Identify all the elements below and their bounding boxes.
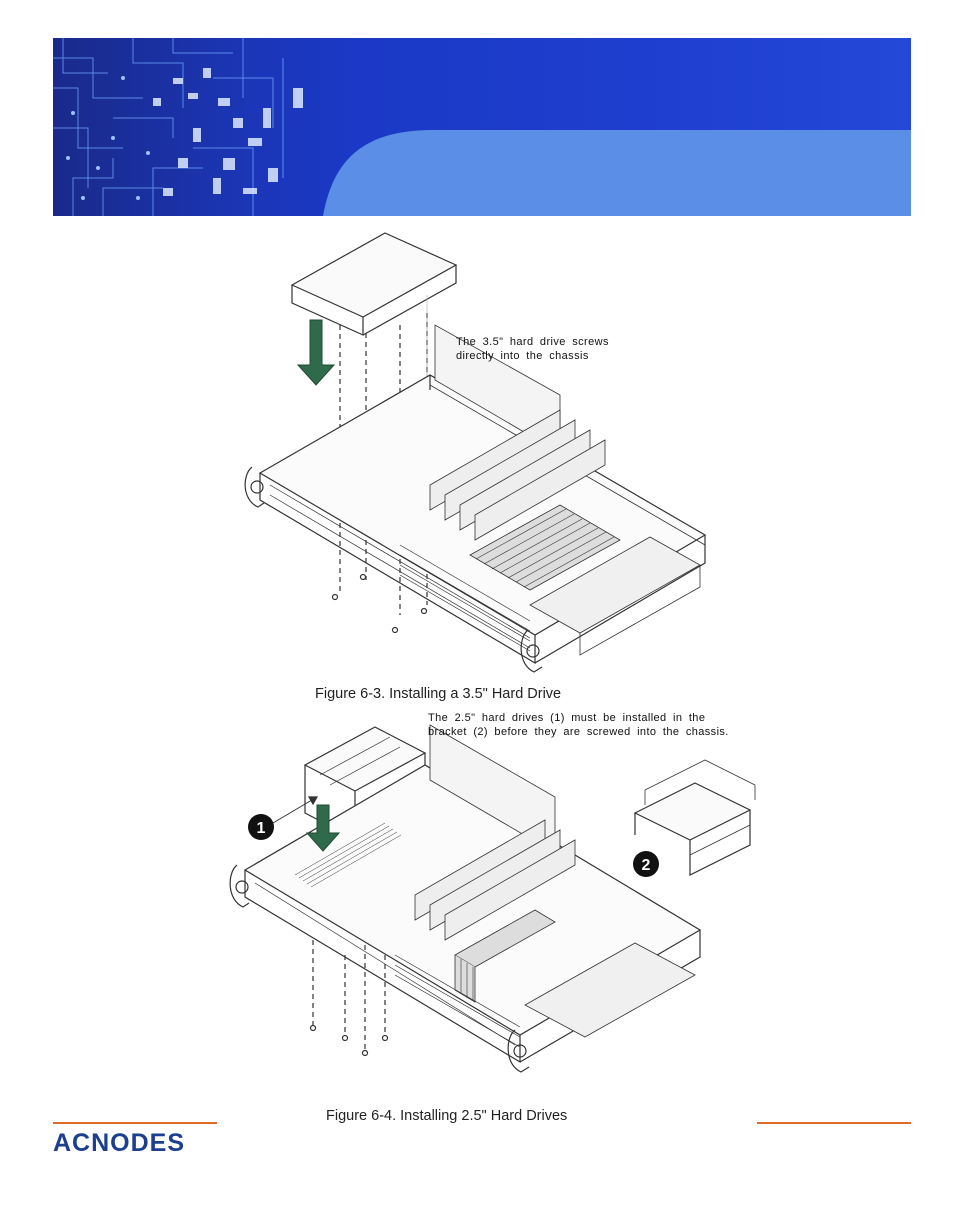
footer-rule-left [53, 1122, 217, 1124]
callout-2-label: 2 [641, 857, 651, 874]
callout-2-badge [633, 851, 659, 877]
logo-wordmark: ACNODES [53, 1129, 186, 1157]
figure-6-4-note: The 2.5" hard drives (1) must be installed in the bracket (2) before they are screwed into the chassis. [428, 712, 729, 738]
figure-6-4-caption: Figure 6-4. Installing 2.5" Hard Drives [326, 1108, 568, 1124]
banner-light-curve [323, 130, 911, 216]
figure-6-3-note: The 3.5" hard drive screws directly into the chassis [456, 336, 609, 362]
down-arrow-icon [298, 320, 334, 385]
callout-1-badge [248, 814, 274, 840]
figure-6-4 [225, 705, 765, 1105]
acnodes-logo [53, 1130, 223, 1156]
footer-rule-right [757, 1122, 911, 1124]
figure-6-3 [230, 225, 730, 685]
chassis-2-5-drive-illustration [225, 705, 765, 1105]
callout-1-label: 1 [256, 820, 266, 837]
circuit-board-image [53, 38, 343, 216]
figure-6-3-caption: Figure 6-3. Installing a 3.5" Hard Drive [315, 686, 562, 702]
chassis-3-5-drive-illustration [230, 225, 730, 685]
header-banner [53, 38, 911, 216]
